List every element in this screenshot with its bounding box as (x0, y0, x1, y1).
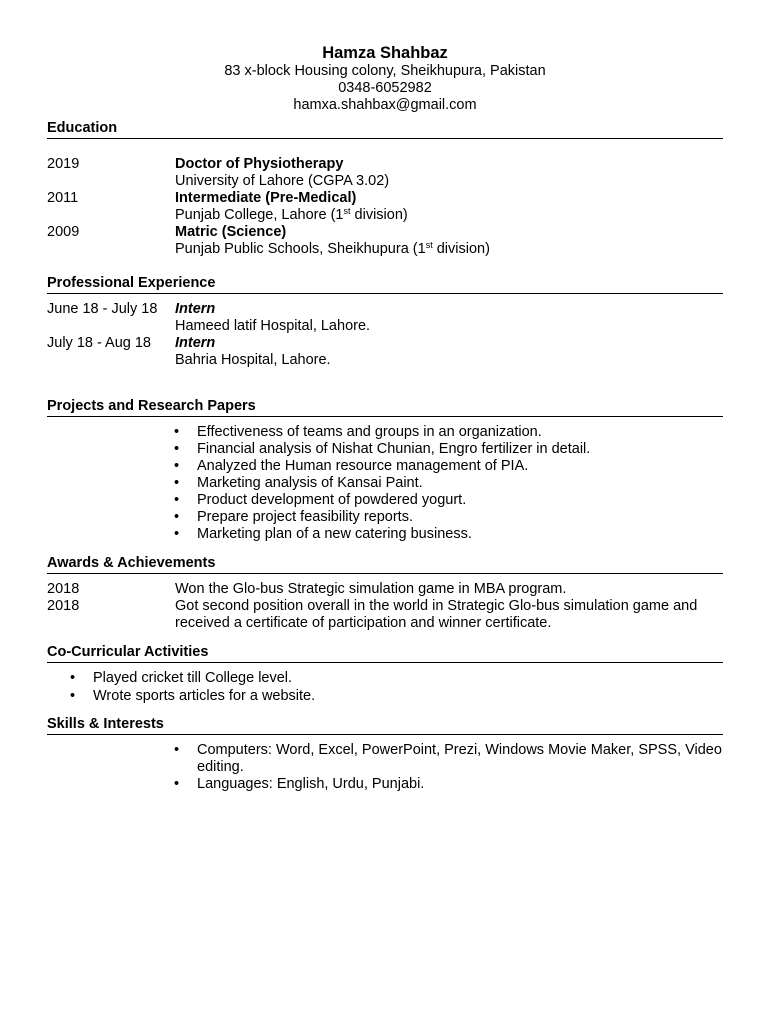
cocurricular-section (47, 644, 723, 705)
skills-section (47, 716, 723, 793)
experience-entry (47, 335, 723, 369)
job-role: Intern (175, 335, 216, 351)
degree-title: Doctor of Physiotherapy (175, 156, 344, 172)
address: 83 x-block Housing colony, Sheikhupura, Pakistan (224, 63, 546, 79)
award-text: Got second position overall in the world in Strategic Glo-bus simulation game and received a certificate of participation and winner certificate. (175, 598, 698, 631)
awards-section (47, 555, 723, 632)
bullet-icon: • (70, 670, 76, 686)
list-item: • Effectiveness of teams and groups in an organization. (174, 424, 542, 440)
section-title-cocurricular: Co-Curricular Activities (47, 644, 723, 663)
bullet-icon: • (174, 441, 180, 457)
degree-title: Intermediate (Pre-Medical) (175, 190, 357, 206)
award-text: Won the Glo-bus Strategic simulation game in MBA program. (175, 581, 567, 597)
list-item: • Computers: Word, Excel, PowerPoint, Prezi, Windows Movie Maker, SPSS, Video editing. (174, 742, 722, 775)
section-title-skills: Skills & Interests (47, 716, 723, 735)
education-entry (47, 156, 723, 190)
bullet-icon: • (174, 526, 180, 542)
projects-list (47, 424, 723, 543)
experience-section (47, 275, 723, 369)
bullet-icon: • (174, 458, 180, 474)
workplace: Hameed latif Hospital, Lahore. (175, 318, 371, 334)
education-entry (47, 190, 723, 224)
list-item: • Product development of powdered yogurt. (174, 492, 467, 508)
bullet-icon: • (174, 424, 180, 440)
experience-entry (47, 301, 723, 335)
projects-section (47, 398, 723, 543)
list-item: • Languages: English, Urdu, Punjabi. (174, 776, 425, 792)
section-title-awards: Awards & Achievements (47, 555, 723, 574)
section-title-projects: Projects and Research Papers (47, 398, 723, 417)
job-role: Intern (175, 301, 216, 317)
bullet-icon: • (174, 776, 180, 792)
bullet-icon: • (174, 492, 180, 508)
education-entry (47, 224, 723, 258)
bullet-icon: • (174, 475, 180, 491)
award-year: 2018 (47, 598, 80, 614)
list-item: • Prepare project feasibility reports. (174, 509, 413, 525)
section-title-education: Education (47, 120, 723, 139)
list-item: • Marketing analysis of Kansai Paint. (174, 475, 423, 491)
section-title-experience: Professional Experience (47, 275, 723, 294)
bullet-icon: • (174, 509, 180, 525)
bullet-icon: • (174, 742, 180, 758)
list-item: • Played cricket till College level. (70, 670, 293, 686)
institution: Punjab College, Lahore (1st division) (175, 206, 408, 223)
degree-title: Matric (Science) (175, 224, 287, 240)
education-year: 2009 (47, 224, 80, 240)
list-item: • Analyzed the Human resource management of PIA. (174, 458, 529, 474)
experience-period: July 18 - Aug 18 (47, 335, 151, 351)
list-item: • Wrote sports articles for a website. (70, 688, 316, 704)
education-year: 2019 (47, 156, 80, 172)
cocurricular-list (47, 670, 723, 705)
experience-period: June 18 - July 18 (47, 301, 158, 317)
email-address: hamxa.shahbax@gmail.com (293, 97, 477, 113)
resume-header (47, 0, 723, 114)
list-item: • Marketing plan of a new catering business. (174, 526, 472, 542)
resume-page (47, 0, 723, 793)
list-item: • Financial analysis of Nishat Chunian, Engro fertilizer in detail. (174, 441, 591, 457)
institution: Punjab Public Schools, Sheikhupura (1st division) (175, 240, 490, 257)
education-section (47, 120, 723, 258)
skills-list (47, 742, 723, 793)
award-entry (47, 598, 723, 632)
workplace: Bahria Hospital, Lahore. (175, 352, 331, 368)
education-year: 2011 (47, 190, 79, 206)
award-entry (47, 581, 723, 598)
candidate-name: Hamza Shahbaz (322, 44, 448, 62)
phone-number: 0348-6052982 (338, 80, 432, 96)
bullet-icon: • (70, 688, 76, 704)
institution: University of Lahore (CGPA 3.02) (175, 173, 390, 189)
award-year: 2018 (47, 581, 80, 597)
